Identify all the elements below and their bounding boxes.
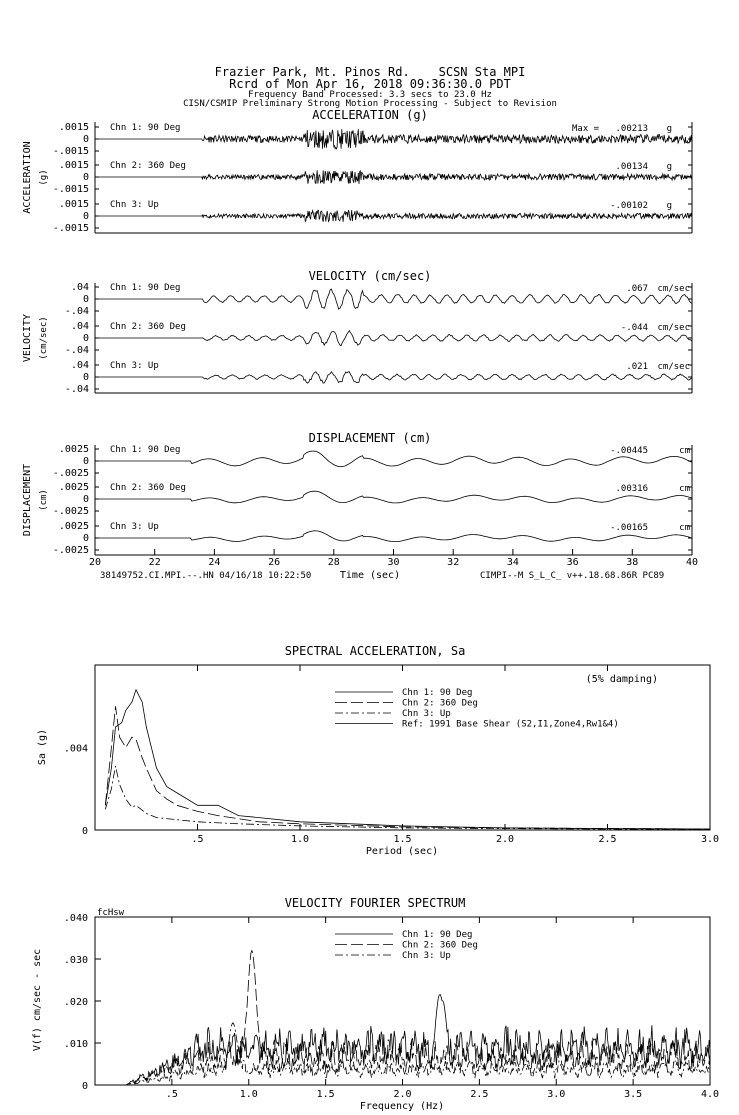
chart-title: VELOCITY FOURIER SPECTRUM — [284, 896, 466, 910]
footer-right: CIMPI--M S_L_C_ v++.18.68.86R PC89 — [480, 571, 665, 581]
series-line-chn3 — [105, 766, 710, 829]
x-tick-label: 2.0 — [495, 834, 515, 845]
fourier-spectrum-chart — [32, 896, 719, 1112]
channel-label: Chn 1: 90 Deg — [110, 283, 181, 293]
panel-yunit: (g) — [39, 169, 49, 186]
x-tick-label: 32 — [447, 557, 460, 568]
peak-unit: cm/sec — [657, 284, 690, 294]
x-axis-label: Frequency (Hz) — [359, 1101, 445, 1112]
channel-label: Chn 2: 360 Deg — [110, 161, 186, 171]
y-tick-label: -.0025 — [52, 506, 89, 517]
x-tick-label: 36 — [566, 557, 579, 568]
x-tick-label: 1.0 — [239, 1089, 258, 1100]
waveform-chn-1-90-deg — [95, 451, 692, 467]
panel-yunit: (cm) — [39, 489, 49, 511]
legend-entry: Chn 3: Up — [402, 951, 451, 961]
y-tick-label: -.0015 — [52, 146, 89, 157]
x-tick-label: .5 — [165, 1089, 178, 1100]
y-tick-label: -.04 — [64, 306, 89, 317]
chart-title: SPECTRAL ACCELERATION, Sa — [284, 644, 466, 658]
series-line-chn2 — [103, 951, 710, 1085]
y-tick-label: .0025 — [58, 482, 89, 493]
x-axis-label: Period (sec) — [365, 846, 439, 857]
x-tick-label: 1.0 — [290, 834, 310, 845]
channel-label: Chn 3: Up — [110, 522, 159, 532]
y-tick-label: 0 — [81, 1081, 88, 1092]
channel-label: Chn 3: Up — [110, 361, 159, 371]
y-tick-label: .0025 — [58, 444, 89, 455]
peak-value: .00213 — [615, 124, 648, 134]
header-line2: Rcrd of Mon Apr 16, 2018 09:36:30.0 PDT — [229, 77, 511, 91]
time-history-panels — [22, 108, 698, 581]
waveform-chn-2-360-deg — [95, 170, 692, 184]
y-tick-label: 0 — [82, 533, 89, 544]
legend-entry: Chn 3: Up — [402, 709, 451, 719]
y-tick-label: 0 — [82, 372, 89, 383]
y-tick-label: .040 — [63, 913, 88, 924]
x-tick-label: 22 — [148, 557, 161, 568]
peak-unit: cm/sec — [657, 323, 690, 333]
peak-unit: cm — [679, 446, 690, 456]
y-axis-label: Sa (g) — [37, 728, 48, 766]
peak-unit: cm — [679, 484, 690, 494]
x-tick-label: 30 — [387, 557, 400, 568]
x-tick-label: 20 — [88, 557, 102, 568]
y-tick-label: 0 — [82, 333, 89, 344]
y-tick-label: -.04 — [64, 345, 89, 356]
corner-label: fcHsw — [97, 908, 125, 918]
panel-dis — [22, 431, 692, 556]
series-line-chn1 — [103, 995, 710, 1086]
channel-label: Chn 1: 90 Deg — [110, 123, 181, 133]
y-tick-label: -.0015 — [52, 223, 89, 234]
peak-unit: cm/sec — [657, 362, 690, 372]
panel-yunit: (cm/sec) — [39, 316, 49, 360]
panel-title: DISPLACEMENT (cm) — [308, 431, 432, 445]
x-axis-label: Time (sec) — [339, 570, 401, 581]
legend-entry: Chn 2: 360 Deg — [402, 698, 478, 709]
y-tick-label: .0015 — [58, 160, 89, 171]
footer-left: 38149752.CI.MPI.--.HN 04/16/18 10:22:50 — [100, 571, 312, 581]
y-tick-label: -.04 — [64, 384, 89, 395]
panel-title: VELOCITY (cm/sec) — [308, 269, 432, 283]
y-tick-label: .04 — [70, 360, 89, 371]
x-tick-label: 24 — [208, 557, 221, 568]
channel-label: Chn 2: 360 Deg — [110, 483, 186, 493]
panel-acc — [22, 108, 692, 234]
x-tick-label: 28 — [327, 557, 340, 568]
x-tick-label: 2.5 — [470, 1089, 489, 1100]
waveform-chn-1-90-deg — [95, 129, 692, 149]
peak-value: -.00102 — [610, 201, 648, 211]
channel-label: Chn 2: 360 Deg — [110, 322, 186, 332]
peak-unit: g — [666, 124, 672, 134]
y-tick-label: -.0025 — [52, 545, 89, 556]
spectral-acceleration-chart — [37, 644, 719, 857]
panel-ylabel: ACCELERATION — [22, 141, 33, 214]
panel-ylabel: VELOCITY — [22, 313, 33, 363]
x-tick-label: 2.5 — [598, 834, 617, 845]
y-tick-label: .0025 — [58, 521, 89, 532]
waveform-chn-3-up — [95, 210, 692, 222]
y-tick-label: .04 — [70, 321, 89, 332]
y-tick-label: .030 — [63, 955, 88, 966]
channel-label: Chn 1: 90 Deg — [110, 445, 181, 455]
waveform-chn-3-up — [95, 531, 692, 542]
y-tick-label: -.0025 — [52, 468, 89, 479]
y-tick-label: 0 — [82, 294, 89, 305]
legend-entry: Ref: 1991 Base Shear (S2,I1,Zone4,Rw1&4) — [402, 719, 619, 730]
peak-unit: g — [666, 201, 672, 211]
y-tick-label: 0 — [82, 134, 89, 145]
x-tick-label: 38 — [626, 557, 639, 568]
y-tick-label: .004 — [63, 743, 88, 755]
x-tick-label: 3.0 — [700, 834, 720, 845]
channel-label: Chn 3: Up — [110, 200, 159, 210]
y-axis-label: V(f) cm/sec - sec — [32, 948, 43, 1052]
header — [183, 65, 557, 109]
max-label: Max = — [572, 124, 600, 134]
panel-ylabel: DISPLACEMENT — [22, 463, 33, 537]
x-tick-label: 4.0 — [700, 1089, 720, 1100]
x-tick-label: 40 — [685, 557, 699, 568]
peak-unit: cm — [679, 523, 690, 533]
peak-value: .067 — [626, 284, 648, 294]
x-tick-label: 34 — [506, 557, 519, 568]
y-tick-label: .04 — [70, 282, 89, 293]
panel-vel — [22, 269, 692, 395]
peak-unit: g — [666, 162, 672, 172]
legend-entry: Chn 2: 360 Deg — [402, 940, 478, 951]
y-tick-label: 0 — [82, 211, 89, 222]
x-tick-label: .5 — [191, 834, 204, 845]
legend-entry: Chn 1: 90 Deg — [402, 688, 473, 698]
x-tick-label: 3.5 — [624, 1089, 643, 1100]
panel-title: ACCELERATION (g) — [312, 108, 428, 122]
x-tick-label: 2.0 — [393, 1089, 412, 1100]
waveform-chn-3-up — [95, 372, 692, 384]
peak-value: -.00165 — [610, 523, 648, 533]
y-tick-label: .010 — [63, 1039, 88, 1050]
y-tick-label: 0 — [82, 456, 89, 467]
peak-value: .00134 — [615, 162, 648, 172]
peak-value: .021 — [626, 362, 648, 372]
header-line3: Frequency Band Processed: 3.3 secs to 23.0 Hz — [248, 90, 492, 100]
peak-value: -.044 — [620, 323, 648, 333]
x-tick-label: 1.5 — [393, 834, 412, 845]
y-tick-label: 0 — [82, 172, 89, 183]
x-tick-label: 3.0 — [547, 1089, 566, 1100]
waveform-chn-2-360-deg — [95, 331, 692, 346]
peak-value: -.00445 — [610, 446, 648, 456]
y-tick-label: 0 — [82, 494, 89, 505]
header-line4: CISN/CSMIP Preliminary Strong Motion Processing - Subject to Revision — [183, 99, 557, 109]
peak-value: .00316 — [615, 484, 648, 494]
damping-note: (5% damping) — [585, 674, 658, 685]
y-tick-label: -.0015 — [52, 184, 89, 195]
y-tick-label: .0015 — [58, 122, 89, 133]
header-line1: Frazier Park, Mt. Pinos Rd. SCSN Sta MPI — [214, 65, 526, 79]
legend-entry: Chn 1: 90 Deg — [402, 930, 473, 940]
waveform-chn-1-90-deg — [95, 289, 692, 309]
x-tick-label: 26 — [268, 557, 281, 568]
y-tick-label: .020 — [63, 997, 88, 1008]
y-tick-label: 0 — [81, 826, 88, 837]
y-tick-label: .0015 — [58, 199, 89, 210]
x-tick-label: 1.5 — [316, 1089, 335, 1100]
